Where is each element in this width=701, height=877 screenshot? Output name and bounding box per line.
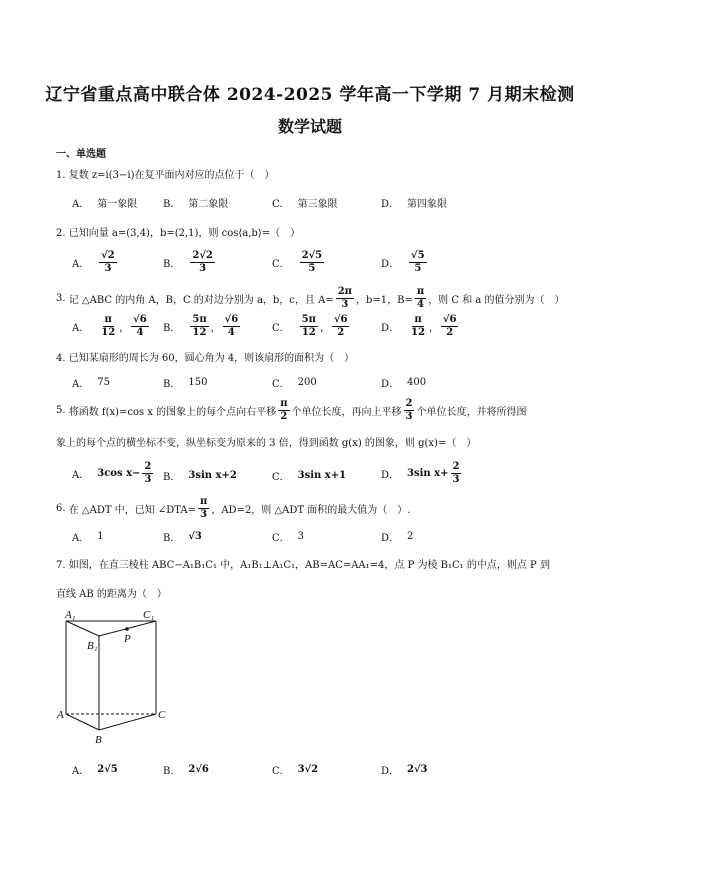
- option-c[interactable]: [272, 468, 346, 483]
- option-label: C．: [272, 199, 290, 210]
- label-p: P: [124, 633, 131, 645]
- fraction: [198, 496, 209, 521]
- option-text: 2√6: [188, 764, 209, 775]
- exam-subtitle: 数学试题: [277, 117, 342, 136]
- option-label: C．: [272, 766, 290, 777]
- option-d[interactable]: [381, 529, 413, 544]
- denominator: 4: [417, 299, 424, 310]
- label-b1: B₁: [87, 640, 98, 652]
- question-stem: 如图，在直三棱柱 ABC−A₁B₁C₁ 中，A₁B₁⊥A₁C₁，AB=AC=AA₁=4，点 P 为棱 B₁C₁ 的中点，则点 P 到: [68, 560, 550, 571]
- option-label: A．: [72, 470, 90, 481]
- numerator: √6: [224, 314, 239, 325]
- option-expression: 3cos x−: [97, 468, 141, 479]
- stem-text: 将函数 f(x)=cos x 的图象上的每个点向右平移: [68, 407, 277, 418]
- option-d[interactable]: [381, 461, 463, 486]
- option-b[interactable]: B． $\frac{5\pi}{12}$ ， $\frac{√6}{4}$: [163, 314, 239, 338]
- question-number: 6.: [56, 503, 66, 514]
- question-1: [56, 166, 275, 181]
- edge-a1b1: [66, 621, 99, 636]
- question-6: [56, 496, 410, 521]
- denominator: 12: [192, 327, 207, 338]
- prism-figure: [55, 606, 175, 751]
- option-label: A．: [72, 379, 90, 390]
- option-text: 400: [407, 377, 427, 388]
- fraction: [336, 286, 354, 311]
- stem-text: ，b=1，B=: [355, 295, 413, 306]
- numerator: π: [414, 314, 422, 325]
- option-label: D．: [381, 199, 400, 210]
- option-label: A．: [72, 533, 90, 544]
- question-2: [56, 224, 300, 239]
- label-a1: A₁: [65, 609, 76, 621]
- option-label: B．: [163, 259, 181, 270]
- option-text: 第三象限: [297, 199, 338, 210]
- denominator: 2: [337, 327, 345, 338]
- fraction: [142, 461, 153, 486]
- denominator: 12: [101, 327, 116, 338]
- option-text: 3: [297, 531, 305, 542]
- option-c[interactable]: [272, 195, 338, 210]
- question-number: 7.: [56, 560, 66, 571]
- fraction: [190, 250, 215, 275]
- option-a[interactable]: [72, 762, 118, 777]
- option-text: 第一象限: [97, 199, 138, 210]
- numerator: 2π: [337, 286, 352, 297]
- option-text: 200: [297, 377, 317, 388]
- stem-text: 记 △ABC 的内角 A，B，C 的对边分别为 a，b，c，且 A=: [68, 295, 334, 306]
- numerator: π: [280, 398, 288, 409]
- denominator: 3: [104, 263, 112, 274]
- option-a[interactable]: [72, 250, 119, 275]
- option-text: 第二象限: [188, 199, 229, 210]
- option-label: D．: [381, 766, 400, 777]
- denominator: 3: [200, 509, 208, 520]
- option-label: D．: [381, 259, 400, 270]
- option-label: C．: [272, 379, 290, 390]
- option-label: B．: [163, 766, 181, 777]
- option-c[interactable]: [272, 250, 326, 275]
- question-stem: 已知某扇形的周长为 60，圆心角为 4，则该扇形的面积为（ ）: [68, 353, 355, 364]
- question-number: 2.: [56, 228, 66, 239]
- option-d[interactable]: [381, 195, 447, 210]
- numerator: π: [416, 286, 425, 297]
- denominator: 3: [199, 263, 207, 274]
- numerator: √6: [133, 314, 147, 325]
- stem-text: 在 △ADT 中，已知 ∠DTA=: [68, 505, 196, 516]
- point-p: [125, 627, 129, 631]
- option-text: 150: [188, 377, 208, 388]
- question-stem: 复数 z=i(3−i)在复平面内对应的点位于（ ）: [68, 170, 275, 181]
- option-label: A．: [72, 323, 90, 334]
- denominator: 12: [301, 327, 316, 338]
- question-stem: 已知向量 a=(3,4)，b=(2,1)，则 cos⟨a,b⟩=（ ）: [68, 228, 301, 239]
- label-c: C: [158, 709, 166, 721]
- option-label: B．: [163, 199, 181, 210]
- numerator: √2: [101, 250, 115, 261]
- option-b[interactable]: [163, 529, 202, 544]
- label-a: A: [57, 709, 64, 721]
- option-expression: 3sin x+2: [188, 470, 237, 481]
- numerator: 2: [452, 461, 460, 472]
- fraction: [441, 314, 459, 339]
- option-b[interactable]: [163, 762, 209, 777]
- stem-text: 个单位长度，再向上平移: [291, 407, 402, 418]
- numerator: π: [104, 314, 112, 325]
- option-b[interactable]: [163, 250, 217, 275]
- fraction: [409, 250, 427, 275]
- option-text: 75: [97, 377, 110, 388]
- fraction: [409, 314, 427, 339]
- fraction: [99, 314, 117, 339]
- option-text: 3√2: [297, 764, 319, 775]
- label-b: B: [95, 734, 102, 746]
- question-7-line2: 直线 AB 的距离为（ ）: [56, 589, 167, 600]
- numerator: π: [200, 496, 208, 507]
- question-number: 5.: [56, 405, 66, 416]
- option-d[interactable]: [381, 375, 426, 390]
- option-label: B．: [163, 472, 181, 483]
- option-label: C．: [272, 259, 290, 270]
- option-c[interactable]: [272, 529, 304, 544]
- numerator: 2: [144, 461, 152, 472]
- denominator: 4: [136, 327, 144, 338]
- option-a[interactable]: [72, 461, 155, 486]
- option-label: D．: [381, 470, 400, 481]
- question-number: 3.: [56, 293, 66, 304]
- question-5: [56, 398, 526, 423]
- fraction: [223, 314, 241, 339]
- option-b[interactable]: [163, 375, 207, 390]
- option-label: B．: [163, 379, 181, 390]
- option-d[interactable]: [381, 762, 428, 777]
- option-expression: 3sin x+1: [297, 470, 347, 481]
- option-label: A．: [72, 199, 90, 210]
- numerator: 5π: [301, 314, 316, 325]
- fraction: [415, 286, 426, 311]
- question-5-line2: 象上的每个点的横坐标不变，纵坐标变为原来的 3 倍，得到函数 g(x) 的图象，则 g(x)=（ ）: [56, 438, 477, 449]
- option-label: D．: [381, 379, 400, 390]
- denominator: 4: [227, 327, 235, 338]
- option-label: D．: [381, 533, 400, 544]
- option-text: 2√3: [407, 764, 428, 775]
- option-c[interactable]: C． $\frac{5\pi}{12}$ ， $\frac{√6}{2}$: [272, 314, 348, 338]
- question-3: [56, 286, 565, 311]
- edge-ab: [66, 714, 99, 730]
- numerator: 5π: [192, 314, 207, 325]
- option-b[interactable]: [163, 195, 228, 210]
- option-label: A．: [72, 766, 90, 777]
- fraction: [451, 461, 462, 486]
- denominator: 3: [452, 474, 460, 485]
- fraction: [190, 314, 208, 339]
- section-heading: 一、单选题: [56, 149, 106, 160]
- denominator: 5: [308, 263, 316, 274]
- label-c1: C₁: [143, 609, 155, 621]
- numerator: √5: [411, 250, 425, 261]
- denominator: 2: [446, 327, 454, 338]
- option-d[interactable]: D． $\frac{\pi}{12}$ ， $\frac{√6}{2}$: [381, 314, 457, 338]
- numerator: √6: [442, 314, 457, 325]
- option-expression: 3sin x+: [407, 468, 449, 479]
- denominator: 3: [341, 299, 349, 310]
- question-number: 1.: [56, 170, 66, 181]
- option-label: B．: [163, 533, 181, 544]
- option-label: C．: [272, 533, 290, 544]
- option-a[interactable]: A． $\frac{\pi}{12}$ ， $\frac{√6}{4}$: [72, 314, 147, 338]
- option-text: 2: [407, 531, 414, 542]
- fraction: [278, 398, 289, 423]
- denominator: 5: [414, 263, 422, 274]
- fraction: [131, 314, 149, 339]
- numerator: 2: [405, 398, 413, 409]
- question-7: [56, 556, 550, 571]
- stem-text: 个单位长度，并将所得图: [416, 407, 527, 418]
- denominator: 12: [411, 327, 425, 338]
- fraction: [300, 314, 318, 339]
- option-a[interactable]: [72, 195, 137, 210]
- edge-bc: [99, 714, 156, 730]
- option-text: √3: [188, 531, 202, 542]
- stem-text: ，则 C 和 a 的值分别为（ ）: [428, 295, 565, 306]
- option-c[interactable]: [272, 375, 317, 390]
- exam-title: 辽宁省重点高中联合体 2024-2025 学年高一下学期 7 月期末检测: [45, 85, 575, 105]
- denominator: 3: [405, 411, 413, 422]
- fraction: [300, 250, 325, 275]
- option-text: 2√5: [97, 764, 118, 775]
- option-a[interactable]: [72, 375, 110, 390]
- denominator: 3: [144, 474, 152, 485]
- numerator: 2√2: [192, 250, 213, 261]
- option-label: C．: [272, 323, 290, 334]
- option-c[interactable]: [272, 762, 318, 777]
- question-number: 4.: [56, 353, 66, 364]
- option-label: B．: [163, 323, 181, 334]
- denominator: 2: [280, 411, 288, 422]
- option-text: 第四象限: [407, 199, 448, 210]
- option-b[interactable]: [163, 468, 237, 483]
- stem-text: ，AD=2，则 △ADT 面积的最大值为（ ）.: [211, 505, 411, 516]
- fraction: [332, 314, 350, 339]
- fraction: [404, 398, 415, 423]
- option-label: C．: [272, 472, 290, 483]
- question-4: [56, 349, 354, 364]
- fraction: [99, 250, 117, 275]
- option-a[interactable]: [72, 529, 104, 544]
- option-text: 1: [97, 531, 104, 542]
- option-d[interactable]: [381, 250, 429, 275]
- option-label: A．: [72, 259, 90, 270]
- option-label: D．: [381, 323, 400, 334]
- numerator: √6: [333, 314, 348, 325]
- numerator: 2√5: [301, 250, 323, 261]
